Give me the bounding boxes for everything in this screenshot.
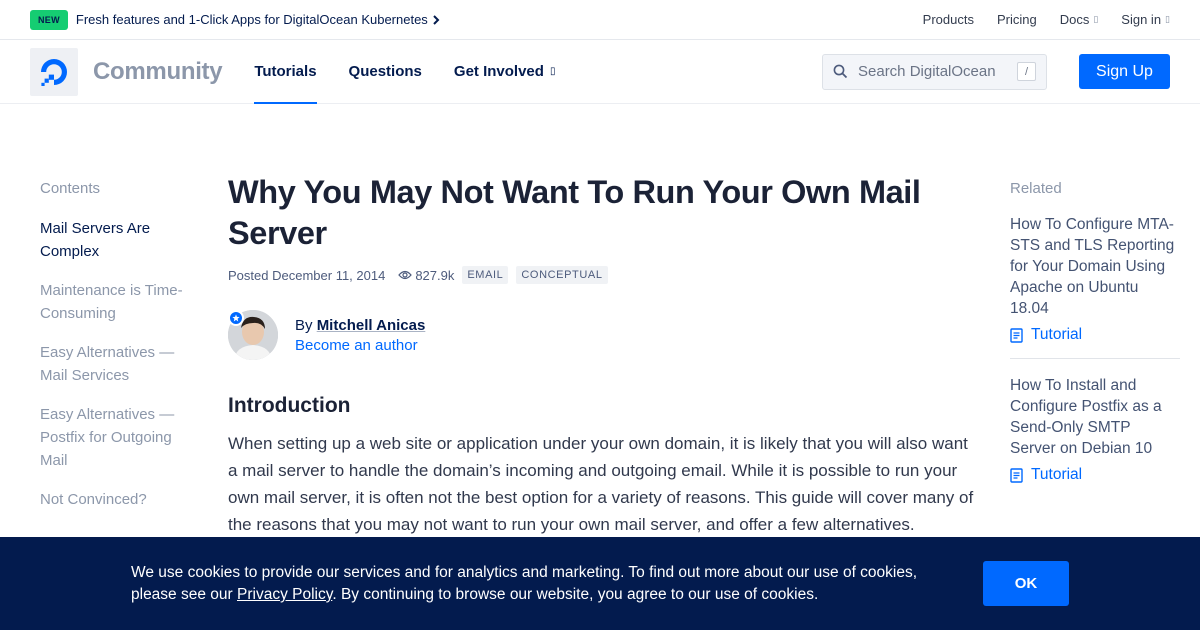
- posted-label: Posted: [228, 267, 269, 283]
- related-type: [1010, 326, 1180, 344]
- search-shortcut-key: /: [1017, 62, 1036, 81]
- toc-item[interactable]: Maintenance is Time-Consuming: [40, 282, 183, 322]
- sign-up-button[interactable]: Sign Up: [1079, 54, 1170, 89]
- cookie-message: [131, 562, 951, 606]
- tag-conceptual[interactable]: CONCEPTUAL: [516, 266, 607, 284]
- related-item[interactable]: [1010, 214, 1180, 359]
- toc-heading: Contents: [40, 180, 101, 197]
- chevron-right-icon: [432, 15, 440, 25]
- main-nav: [254, 40, 555, 104]
- related-title[interactable]: How To Configure MTA-STS and TLS Reporting for Your Domain Using Apache on Ubuntu 18.04: [1010, 216, 1175, 317]
- announcement-text: Fresh features and 1-Click Apps for DigitalOcean Kubernetes: [75, 12, 428, 27]
- announcement-bar: [0, 0, 1200, 40]
- top-nav-signin-label: Sign in: [1121, 12, 1162, 27]
- cookie-text-before: We use cookies to provide our services and for analytics and marketing. To find out more about our use of cookies, please see our: [131, 564, 918, 603]
- related-item[interactable]: [1010, 375, 1180, 498]
- toc-item[interactable]: Mail Servers Are Complex: [40, 220, 151, 260]
- top-nav-docs[interactable]: [1060, 12, 1099, 27]
- search-box[interactable]: [822, 54, 1047, 90]
- new-badge: NEW: [30, 10, 68, 30]
- digitalocean-logo-icon[interactable]: [30, 48, 78, 96]
- toc-item[interactable]: Easy Alternatives — Postfix for Outgoing Mail: [40, 406, 175, 469]
- document-icon: [1010, 328, 1023, 343]
- community-brand[interactable]: Community: [93, 57, 223, 85]
- eye-icon: [398, 269, 412, 281]
- article-title: Why You May Not Want To Run Your Own Mail Server: [228, 174, 921, 251]
- nav-get-involved-label: Get Involved: [453, 63, 544, 80]
- related-type: [1010, 466, 1180, 484]
- article: [228, 172, 978, 538]
- by-label: By: [295, 316, 313, 334]
- nav-questions[interactable]: Questions: [348, 63, 422, 80]
- section-heading: Introduction: [228, 394, 351, 417]
- related-type-label: Tutorial: [1031, 466, 1083, 483]
- related-title[interactable]: How To Install and Configure Postfix as a Send-Only SMTP Server on Debian 10: [1010, 377, 1162, 457]
- toc-item[interactable]: Easy Alternatives — Mail Services: [40, 344, 175, 384]
- caret-down-icon: ▯: [1093, 14, 1099, 24]
- author-byline: [295, 317, 425, 334]
- caret-down-icon: ▯: [1165, 14, 1170, 24]
- article-meta: [228, 266, 978, 284]
- tag-email[interactable]: EMAIL: [462, 266, 508, 284]
- intro-paragraph: When setting up a web site or application under your own domain, it is likely that you will also want a mail server to handle the domain’s incoming and outgoing email. While it is possible to run your own mail server, it is often not the best option for a variety of reasons. This guide will cover many of the reasons that you may not want to run your own mail server, and offer a few alternatives.: [228, 434, 974, 534]
- author-block: [228, 310, 978, 360]
- related-type-label: Tutorial: [1031, 326, 1083, 343]
- cookie-banner: [0, 537, 1200, 630]
- become-author-link[interactable]: Become an author: [295, 336, 418, 354]
- related-heading: Related: [1010, 180, 1062, 197]
- cookie-text-after: . By continuing to browse our website, you agree to our use of cookies.: [332, 586, 819, 603]
- search-input[interactable]: Search DigitalOcean: [858, 63, 996, 80]
- top-nav-products[interactable]: Products: [922, 12, 974, 27]
- top-nav-docs-label: Docs: [1059, 12, 1090, 27]
- author-info: [295, 317, 425, 354]
- nav-get-involved[interactable]: [454, 40, 556, 104]
- avatar[interactable]: [228, 310, 278, 360]
- top-nav: [923, 12, 1170, 27]
- toc-item[interactable]: Not Convinced?: [40, 491, 147, 508]
- document-icon: [1010, 468, 1023, 483]
- view-count: [398, 268, 454, 283]
- table-of-contents: [40, 180, 195, 527]
- nav-tutorials[interactable]: Tutorials: [254, 40, 316, 104]
- top-nav-pricing[interactable]: Pricing: [996, 12, 1037, 27]
- top-nav-signin[interactable]: [1121, 12, 1170, 27]
- main-header: [0, 40, 1200, 104]
- star-icon: [228, 310, 244, 326]
- view-count-value: 827.9k: [415, 267, 455, 283]
- caret-down-icon: ▯: [549, 66, 556, 77]
- posted-date: December 11, 2014: [272, 267, 386, 283]
- related-sidebar: [1010, 180, 1180, 514]
- announcement-link[interactable]: [76, 12, 440, 27]
- cookie-ok-button[interactable]: OK: [983, 561, 1069, 606]
- search-icon: [833, 64, 848, 79]
- author-name-link[interactable]: Mitchell Anicas: [316, 316, 426, 334]
- privacy-policy-link[interactable]: Privacy Policy: [237, 586, 333, 603]
